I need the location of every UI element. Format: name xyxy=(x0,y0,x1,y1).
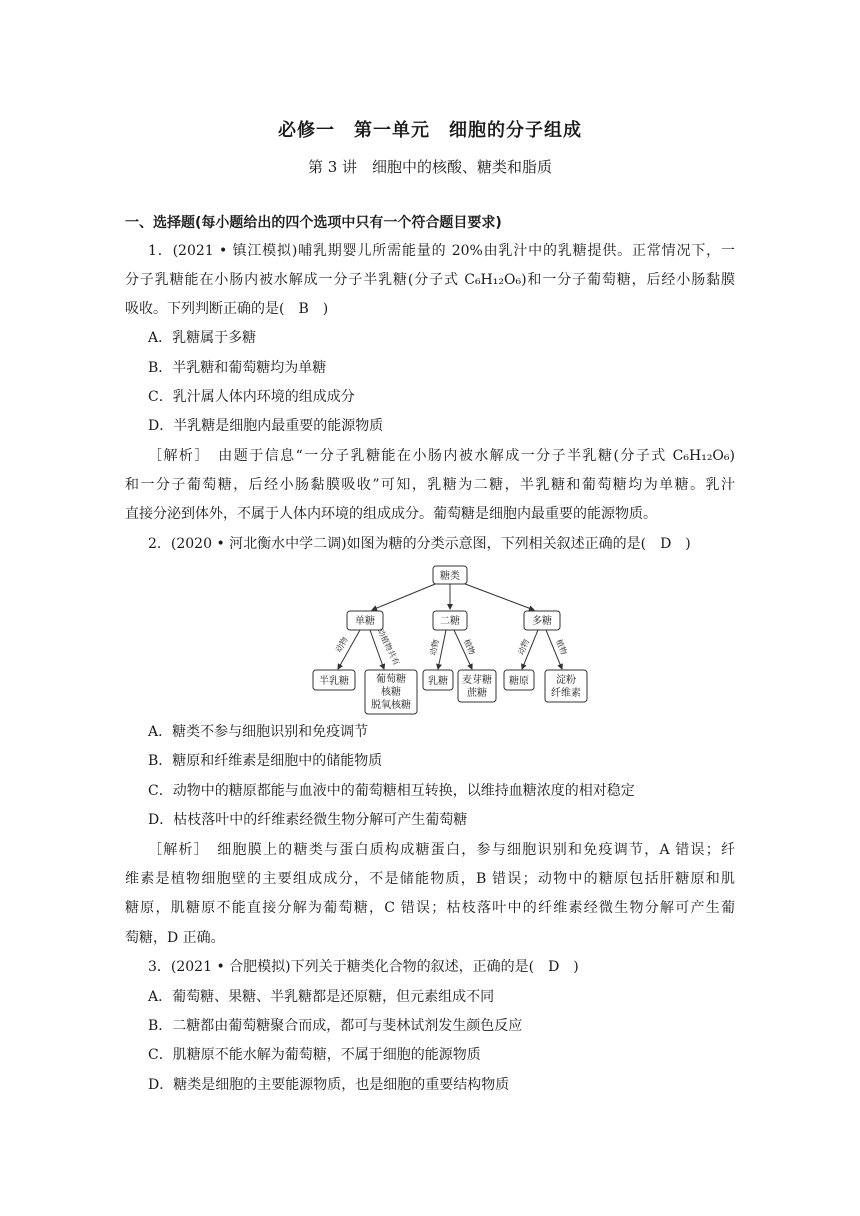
q1-option-a: A．乳糖属于多糖 xyxy=(148,330,257,346)
q3-stem: 3．(2021 • 合肥模拟)下列关于糖类化合物的叙述，正确的是( D ) xyxy=(148,959,579,975)
q2-option-d: D．枯枝落叶中的纤维素经微生物分解可产生葡萄糖 xyxy=(148,812,468,828)
leaf-glycogen-label: 糖原 xyxy=(509,676,529,687)
q1-option-d: D．半乳糖是细胞内最重要的能源物质 xyxy=(148,418,384,434)
leaf-plant-poly-label-1: 淀粉 xyxy=(556,675,576,686)
node-root-label: 糖类 xyxy=(440,571,460,582)
node-di-label: 二糖 xyxy=(440,616,460,627)
q2-explanation-line2: 维素是植物细胞壁的主要组成成分，不是储能物质，B 错误；动物中的糖原包括肝糖原和肌 xyxy=(125,871,735,887)
q1-explanation-line3: 直接分泌到体外，不属于人体内环境的组成成分。葡萄糖是细胞内最重要的能源物质。 xyxy=(125,506,657,522)
q1-option-b: B．半乳糖和葡萄糖均为单糖 xyxy=(148,360,327,376)
q3-option-c: C．肌糖原不能水解为葡萄糖，不属于细胞的能源物质 xyxy=(148,1047,481,1063)
q2-option-c: C．动物中的糖原都能与血液中的葡萄糖相互转换，以维持血糖浓度的相对稳定 xyxy=(148,783,635,799)
edge-root-mono xyxy=(372,582,440,610)
edge-label-di-animal: 动物 xyxy=(428,638,441,657)
q1-stem-line2: 分子乳糖能在小肠内被水解成一分子半乳糖(分子式 C₆H₁₂O₆)和一分子葡萄糖，后经小肠黏膜 xyxy=(125,272,735,288)
leaf-shared-label-3: 脱氧核糖 xyxy=(371,700,411,711)
q1-stem-line1: 1．(2021 • 镇江模拟)哺乳期婴儿所需能量的 20%由乳汁中的乳糖提供。正常情况下，一 xyxy=(148,243,735,259)
diagram-svg xyxy=(300,562,600,722)
q1-stem-line3: 吸收。下列判断正确的是( B ) xyxy=(125,301,329,317)
q2-option-a: A．糖类不参与细胞识别和免疫调节 xyxy=(148,724,369,740)
q1-explanation-line1: ［解析］ 由题于信息“一分子乳糖能在小肠内被水解成一分子半乳糖(分子式 C₆H₁₂O₆) xyxy=(148,448,735,464)
leaf-shared-label-2: 核糖 xyxy=(381,687,401,698)
q1-option-c: C．乳汁属人体内环境的组成成分 xyxy=(148,389,355,405)
q2-stem: 2．(2020 • 河北衡水中学二调)如图为糖的分类示意图，下列相关叙述正确的是( D ) xyxy=(148,536,691,552)
q2-explanation-line3: 糖原，肌糖原不能直接分解为葡萄糖，C 错误；枯枝落叶中的纤维素经微生物分解可产生葡 xyxy=(125,900,735,916)
q3-option-b: B．二糖都由葡萄糖聚合而成，都可与斐林试剂发生颜色反应 xyxy=(148,1018,523,1034)
node-mono-label: 单糖 xyxy=(355,616,375,627)
q2-option-b: B．糖原和纤维素是细胞中的储能物质 xyxy=(148,753,383,769)
edge-di-lactose xyxy=(438,630,446,669)
leaf-lactose-label: 乳糖 xyxy=(428,676,448,687)
q1-explanation-line2: 和一分子葡萄糖，后经小肠黏膜吸收”可知，乳糖为二糖，半乳糖和葡萄糖均为单糖。乳汁 xyxy=(125,477,735,493)
leaf-plant-di-label-2: 蔗糖 xyxy=(467,688,487,699)
edge-label-poly-plant: 植物 xyxy=(554,637,569,657)
lesson-subtitle: 第 3 讲 细胞中的核酸、糖类和脂质 xyxy=(307,158,553,176)
page-title: 必修一 第一单元 细胞的分子组成 xyxy=(278,120,582,141)
q2-explanation-line1: ［解析］ 细胞膜上的糖类与蛋白质构成糖蛋白，参与细胞识别和免疫调节，A 错误；纤 xyxy=(148,842,735,858)
q3-option-a: A．葡萄糖、果糖、半乳糖都是还原糖，但元素组成不同 xyxy=(148,989,495,1005)
edge-label-mono-both: 动植物共有 xyxy=(375,626,402,667)
leaf-shared-label-1: 葡萄糖 xyxy=(376,674,406,685)
edge-label-mono-animal: 动物 xyxy=(333,635,350,654)
q3-option-d: D．糖类是细胞的主要能源物质，也是细胞的重要结构物质 xyxy=(148,1077,510,1093)
edge-root-poly xyxy=(460,582,534,610)
leaf-galactose-label: 半乳糖 xyxy=(319,676,349,687)
q2-explanation-line4: 萄糖，D 正确。 xyxy=(125,930,225,946)
leaf-plant-di-label-1: 麦芽糖 xyxy=(462,675,492,686)
sugar-classification-diagram xyxy=(300,562,600,722)
node-poly-label: 多糖 xyxy=(532,616,552,627)
section-heading: 一、选择题(每小题给出的四个选项中只有一个符合题目要求) xyxy=(125,215,502,231)
edge-label-poly-animal: 动物 xyxy=(516,637,531,657)
leaf-plant-poly-label-2: 纤维素 xyxy=(551,688,581,699)
edge-label-di-plant: 植物 xyxy=(461,637,477,657)
